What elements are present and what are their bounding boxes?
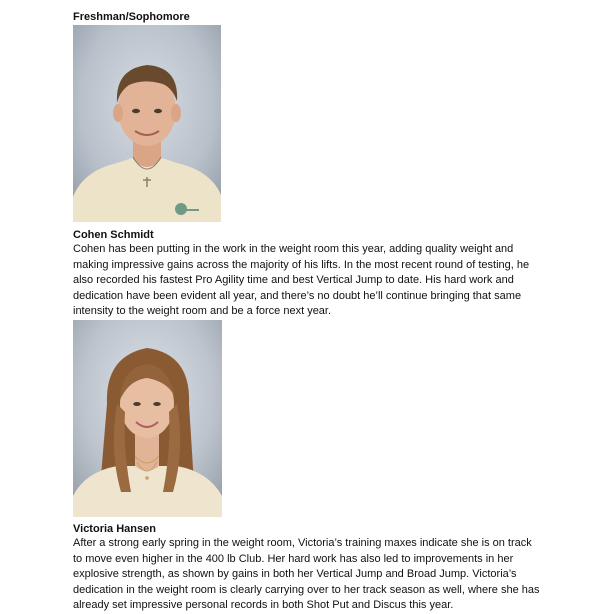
bio-line: dedication have been evident all year, and there’s no doubt he’ll continue bringing that same [73, 289, 522, 302]
bio-line: dedication in the weight room is clearly carrying over to her track season as well, where she has [73, 583, 540, 596]
athlete-bio [73, 536, 543, 614]
athlete-bio [73, 242, 543, 320]
athlete-photo-cohen-schmidt [73, 25, 221, 222]
section-title: Freshman/Sophomore [73, 11, 190, 23]
athlete-name: Cohen Schmidt [73, 229, 154, 241]
bio-line: intensity to the weight room and be a force next year. [73, 305, 332, 317]
bio-line: already set impressive personal records in both Shot Put and Discus this year. [73, 599, 454, 611]
bio-line: to move even higher in the 400 lb Club. Her hard work has also led to improvements in her [73, 552, 514, 565]
bio-line: explosive strength, as shown by gains in both her Vertical Jump and Broad Jump. Victoria’s [73, 568, 517, 580]
athlete-photo-victoria-hansen [73, 320, 222, 517]
bio-line: making impressive gains across the majority of his lifts. In the most recent round of testing, he [73, 258, 530, 271]
bio-line: Cohen has been putting in the work in the weight room this year, adding quality weight and [73, 243, 514, 255]
bio-line: also recorded his fastest Pro Agility time and best Vertical Jump to date. His hard work and [73, 274, 514, 286]
bio-line: After a strong early spring in the weight room, Victoria’s training maxes indicate she is on track [73, 537, 532, 549]
athlete-name: Victoria Hansen [73, 523, 156, 535]
